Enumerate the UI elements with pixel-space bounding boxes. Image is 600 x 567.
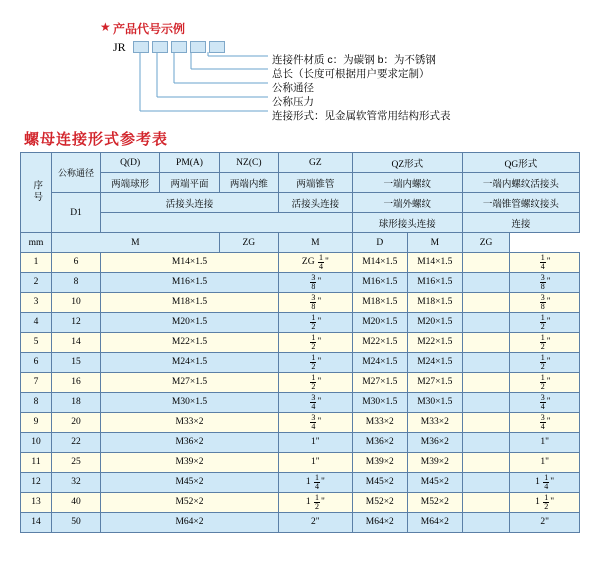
cell-nominal-diameter: 16: [52, 373, 101, 393]
cell-qg-m: [462, 473, 510, 493]
table-header-row-2: [21, 173, 580, 193]
cell-qg-m: [462, 373, 510, 393]
th-type-code-qg: QG形式: [462, 153, 579, 173]
cell-qg-m: [462, 433, 510, 453]
cell-thread-m: M20×1.5: [101, 313, 279, 333]
th-unit-m-3: M: [407, 233, 462, 253]
cell-qz-d: M30×1.5: [407, 393, 462, 413]
table-row: [21, 433, 580, 453]
cell-thread-zg: $\frac{1}{2}$ ": [278, 313, 352, 333]
cell-qz-m: M22×1.5: [352, 333, 407, 353]
cell-qz-d: M64×2: [407, 513, 462, 533]
cell-qg-zg: 2": [510, 513, 580, 533]
cell-qg-m: [462, 513, 510, 533]
table-row: [21, 373, 580, 393]
nut-connection-table: [20, 152, 580, 533]
cell-qz-m: M30×1.5: [352, 393, 407, 413]
cell-qg-m: [462, 313, 510, 333]
cell-qz-m: M36×2: [352, 433, 407, 453]
product-code-boxes: [133, 41, 225, 53]
table-row: [21, 453, 580, 473]
th-unit-m-2: M: [278, 233, 352, 253]
code-box-1: [133, 41, 149, 53]
cell-nominal-diameter: 14: [52, 333, 101, 353]
th-serial: 序号: [21, 153, 52, 233]
legend-item-connection: 连接形式：见金属软管常用结构形式表: [272, 110, 451, 122]
table-header-row-3: [21, 193, 580, 213]
cell-qg-m: [462, 453, 510, 473]
cell-qz-m: M64×2: [352, 513, 407, 533]
table-body: [21, 253, 580, 533]
cell-thread-m: M27×1.5: [101, 373, 279, 393]
cell-serial: 2: [21, 273, 52, 293]
cell-qz-d: M33×2: [407, 413, 462, 433]
legend-item-length: 总长（长度可根据用户要求定制）: [272, 68, 430, 80]
cell-qz-d: M16×1.5: [407, 273, 462, 293]
th-type-desc-qz: 一端内螺纹: [352, 173, 462, 193]
th-connect: 连接: [462, 213, 579, 233]
cell-qg-zg: $\frac{1}{4}$ ": [510, 253, 580, 273]
cell-nominal-diameter: 10: [52, 293, 101, 313]
cell-qg-zg: 1": [510, 453, 580, 473]
cell-qg-zg: $\frac{3}{8}$ ": [510, 293, 580, 313]
cell-nominal-diameter: 8: [52, 273, 101, 293]
cell-serial: 7: [21, 373, 52, 393]
cell-qg-m: [462, 273, 510, 293]
th-union-connect-2: 活接头连接: [278, 193, 352, 213]
cell-qg-zg: 1 $\frac{1}{2}$ ": [510, 493, 580, 513]
cell-qg-m: [462, 413, 510, 433]
cell-nominal-diameter: 6: [52, 253, 101, 273]
table-row: [21, 293, 580, 313]
th-unit-mm: mm: [21, 233, 52, 253]
cell-nominal-diameter: 15: [52, 353, 101, 373]
th-type-code-qz: QZ形式: [352, 153, 462, 173]
cell-qz-d: M20×1.5: [407, 313, 462, 333]
cell-serial: 8: [21, 393, 52, 413]
th-type-desc-pm: 两端平面: [160, 173, 219, 193]
cell-qz-d: M18×1.5: [407, 293, 462, 313]
cell-qg-zg: $\frac{1}{2}$ ": [510, 353, 580, 373]
cell-qg-zg: $\frac{1}{2}$ ": [510, 373, 580, 393]
cell-qg-m: [462, 293, 510, 313]
cell-serial: 5: [21, 333, 52, 353]
cell-qg-zg: 1 $\frac{1}{4}$ ": [510, 473, 580, 493]
table-row: [21, 313, 580, 333]
cell-serial: 13: [21, 493, 52, 513]
cell-qg-zg: 1": [510, 433, 580, 453]
cell-nominal-diameter: 12: [52, 313, 101, 333]
cell-thread-zg: $\frac{3}{8}$ ": [278, 273, 352, 293]
cell-qg-zg: $\frac{1}{2}$ ": [510, 333, 580, 353]
cell-qz-m: M24×1.5: [352, 353, 407, 373]
cell-serial: 11: [21, 453, 52, 473]
table-row: [21, 353, 580, 373]
cell-thread-m: M39×2: [101, 453, 279, 473]
cell-qz-d: M45×2: [407, 473, 462, 493]
cell-qg-m: [462, 493, 510, 513]
cell-serial: 6: [21, 353, 52, 373]
cell-qg-zg: $\frac{3}{4}$ ": [510, 393, 580, 413]
table-header-row-1: [21, 153, 580, 173]
cell-nominal-diameter: 20: [52, 413, 101, 433]
cell-qg-zg: $\frac{1}{2}$ ": [510, 313, 580, 333]
th-type-desc-nz: 两端内维: [219, 173, 278, 193]
table-row: [21, 513, 580, 533]
th-type-desc-q: 两端球形: [101, 173, 160, 193]
code-box-2: [152, 41, 168, 53]
cell-thread-m: M18×1.5: [101, 293, 279, 313]
cell-qz-d: M14×1.5: [407, 253, 462, 273]
cell-thread-zg: $\frac{3}{4}$ ": [278, 413, 352, 433]
cell-nominal-diameter: 25: [52, 453, 101, 473]
cell-nominal-diameter: 18: [52, 393, 101, 413]
th-type-code-q: Q(D): [101, 153, 160, 173]
cell-nominal-diameter: 32: [52, 473, 101, 493]
code-box-5: [209, 41, 225, 53]
cell-thread-zg: $\frac{1}{2}$ ": [278, 353, 352, 373]
cell-thread-zg: 1": [278, 453, 352, 473]
cell-qg-zg: $\frac{3}{4}$ ": [510, 413, 580, 433]
cell-thread-zg: 1": [278, 433, 352, 453]
cell-qz-d: M27×1.5: [407, 373, 462, 393]
cell-qz-d: M24×1.5: [407, 353, 462, 373]
cell-thread-m: M16×1.5: [101, 273, 279, 293]
th-unit-m-1: M: [52, 233, 220, 253]
th-type-code-pm: PM(A): [160, 153, 219, 173]
cell-thread-zg: 1 $\frac{1}{4}$ ": [278, 473, 352, 493]
cell-qz-m: M27×1.5: [352, 373, 407, 393]
th-union-connect-1: 活接头连接: [101, 193, 279, 213]
table-row: [21, 333, 580, 353]
cell-thread-m: M36×2: [101, 433, 279, 453]
cell-qz-m: M18×1.5: [352, 293, 407, 313]
cell-serial: 10: [21, 433, 52, 453]
table-header-row-4: [21, 213, 580, 233]
th-external-thread: 一端外螺纹: [352, 193, 462, 213]
cell-serial: 9: [21, 413, 52, 433]
cell-serial: 14: [21, 513, 52, 533]
cell-thread-m: M64×2: [101, 513, 279, 533]
table-row: [21, 473, 580, 493]
th-type-code-nz: NZ(C): [219, 153, 278, 173]
section-title: 螺母连接形式参考表: [24, 131, 169, 148]
cell-nominal-diameter: 40: [52, 493, 101, 513]
th-taper-pipe-joint: 一端锥管螺纹接头: [462, 193, 579, 213]
cell-thread-zg: 2": [278, 513, 352, 533]
cell-qg-m: [462, 333, 510, 353]
cell-qz-d: M36×2: [407, 433, 462, 453]
cell-qz-m: M20×1.5: [352, 313, 407, 333]
cell-thread-zg: 1 $\frac{1}{2}$ ": [278, 493, 352, 513]
cell-nominal-diameter: 50: [52, 513, 101, 533]
th-unit-d: D: [352, 233, 407, 253]
cell-thread-zg: $\frac{3}{4}$ ": [278, 393, 352, 413]
table-row: [21, 493, 580, 513]
cell-thread-zg: $\frac{1}{2}$ ": [278, 373, 352, 393]
cell-serial: 4: [21, 313, 52, 333]
cell-qz-m: M16×1.5: [352, 273, 407, 293]
product-code-legend: [0, 0, 600, 120]
code-box-3: [171, 41, 187, 53]
legend-title: 产品代号示例: [113, 22, 186, 36]
cell-thread-zg: $\frac{1}{2}$ ": [278, 333, 352, 353]
th-type-desc-gz: 两端锥管: [278, 173, 352, 193]
cell-qz-d: M52×2: [407, 493, 462, 513]
cell-qz-m: M52×2: [352, 493, 407, 513]
cell-serial: 1: [21, 253, 52, 273]
th-unit-zg-1: ZG: [219, 233, 278, 253]
cell-serial: 12: [21, 473, 52, 493]
cell-thread-m: M24×1.5: [101, 353, 279, 373]
star-icon: ★: [100, 20, 111, 34]
table-row: [21, 273, 580, 293]
table-header-row-5: [21, 233, 580, 253]
legend-item-diameter: 公称通径: [272, 82, 314, 94]
cell-thread-zg: ZG $\frac{1}{4}$ ": [278, 253, 352, 273]
legend-item-material: 连接件材质 c：为碳钢 b：为不锈钢: [272, 54, 436, 66]
cell-qz-m: M14×1.5: [352, 253, 407, 273]
th-spacer: [101, 213, 353, 233]
code-box-4: [190, 41, 206, 53]
cell-qg-m: [462, 393, 510, 413]
product-code-prefix: JR: [113, 40, 126, 54]
cell-thread-m: M52×2: [101, 493, 279, 513]
cell-qg-zg: $\frac{3}{8}$ ": [510, 273, 580, 293]
th-type-desc-qg: 一端内螺纹活接头: [462, 173, 579, 193]
cell-qz-m: M45×2: [352, 473, 407, 493]
cell-qg-m: [462, 353, 510, 373]
th-ball-joint-connect: 球形接头连接: [352, 213, 462, 233]
cell-qz-m: M33×2: [352, 413, 407, 433]
cell-qz-d: M39×2: [407, 453, 462, 473]
cell-thread-m: M33×2: [101, 413, 279, 433]
table-row: [21, 393, 580, 413]
table-row: [21, 253, 580, 273]
th-type-code-gz: GZ: [278, 153, 352, 173]
nut-connection-table-wrap: [20, 152, 580, 533]
cell-thread-m: M45×2: [101, 473, 279, 493]
legend-item-pressure: 公称压力: [272, 96, 314, 108]
cell-qg-m: [462, 253, 510, 273]
th-d1-label: D1: [52, 193, 101, 233]
cell-nominal-diameter: 22: [52, 433, 101, 453]
cell-serial: 3: [21, 293, 52, 313]
cell-qz-d: M22×1.5: [407, 333, 462, 353]
cell-thread-m: M22×1.5: [101, 333, 279, 353]
th-nominal-diameter: 公称通径: [52, 153, 101, 193]
table-row: [21, 413, 580, 433]
cell-thread-m: M14×1.5: [101, 253, 279, 273]
cell-thread-zg: $\frac{3}{8}$ ": [278, 293, 352, 313]
cell-qz-m: M39×2: [352, 453, 407, 473]
th-unit-zg-2: ZG: [462, 233, 510, 253]
cell-thread-m: M30×1.5: [101, 393, 279, 413]
